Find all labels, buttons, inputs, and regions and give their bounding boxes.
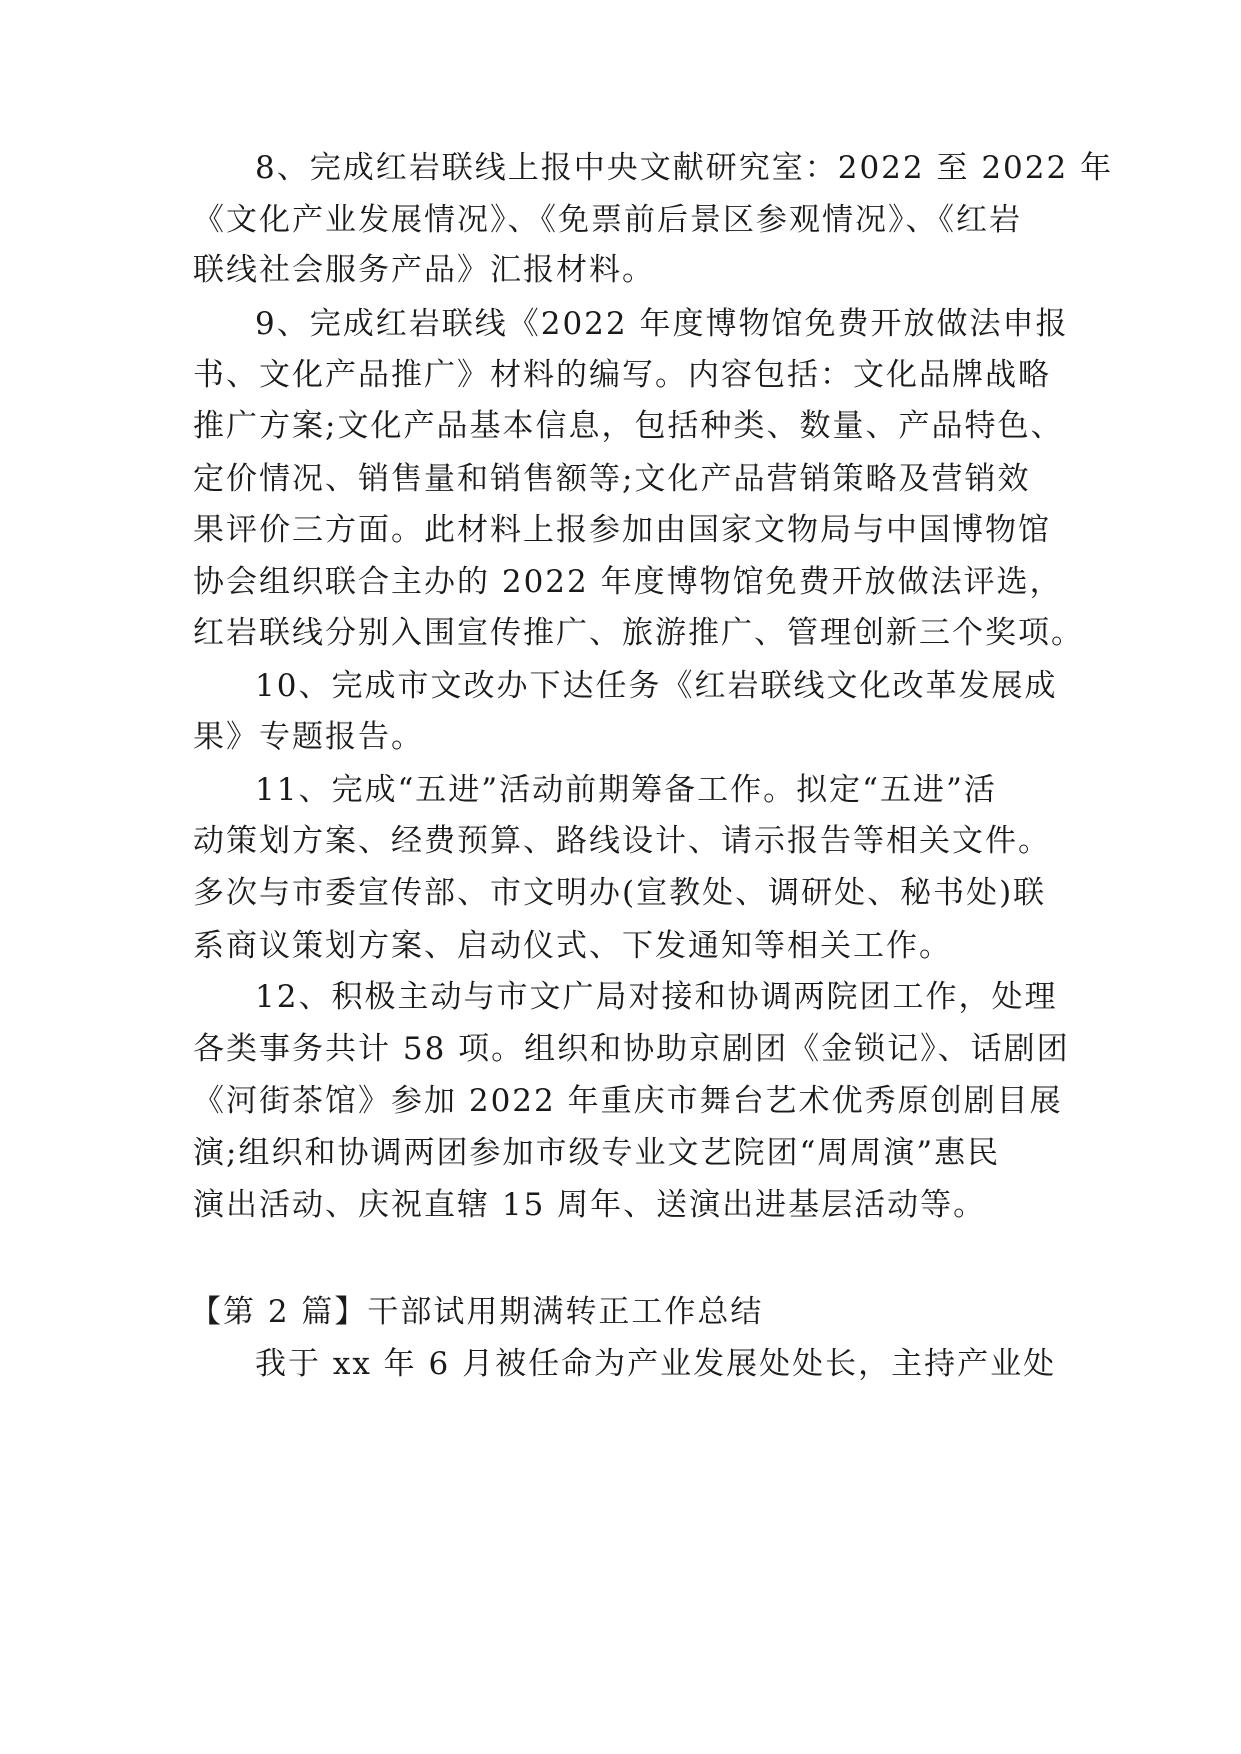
text-line: 多次与市委宣传部、市文明办(宣教处、调研处、秘书处)联 (193, 875, 1047, 911)
text-line: 协会组织联合主办的 2022 年度博物馆免费开放做法评选， (193, 564, 1063, 600)
text-line: 联线社会服务产品》汇报材料。 (193, 252, 655, 288)
text-line: 果评价三方面。此材料上报参加由国家文物局与中国博物馆 (193, 512, 1051, 548)
text-line: 书、文化产品推广》材料的编写。内容包括：文化品牌战略 (193, 357, 1051, 393)
text-line: 9、完成红岩联线《2022 年度博物馆免费开放做法申报 (255, 306, 1069, 342)
text-line: 8、完成红岩联线上报中央文献研究室：2022 至 2022 年 (255, 150, 1114, 186)
text-line: 定价情况、销售量和销售额等;文化产品营销策略及营销效 (193, 461, 1031, 497)
text-line: 《文化产业发展情况》、《免票前后景区参观情况》、《红岩 (193, 202, 1022, 238)
text-line: 《河街茶馆》参加 2022 年重庆市舞台艺术优秀原创剧目展 (193, 1083, 1063, 1119)
text-line: 各类事务共计 58 项。组织和协助京剧团《金锁记》、话剧团 (193, 1031, 1070, 1067)
section-heading: 【第 2 篇】干部试用期满转正工作总结 (190, 1294, 764, 1330)
text-line: 我于 xx 年 6 月被任命为产业发展处处长，主持产业处 (255, 1346, 1057, 1382)
text-line: 果》专题报告。 (193, 719, 424, 755)
text-line: 动策划方案、经费预算、路线设计、请示报告等相关文件。 (193, 823, 1051, 859)
text-line: 10、完成市文改办下达任务《红岩联线文化改革发展成 (255, 668, 1058, 704)
text-line: 演出活动、庆祝直辖 15 周年、送演出进基层活动等。 (193, 1187, 987, 1223)
text-line: 红岩联线分别入围宣传推广、旅游推广、管理创新三个奖项。 (193, 615, 1084, 651)
text-line: 12、积极主动与市文广局对接和协调两院团工作，处理 (255, 979, 1058, 1015)
text-line: 系商议策划方案、启动仪式、下发通知等相关工作。 (193, 928, 952, 964)
text-line: 演;组织和协调两团参加市级专业文艺院团“周周演”惠民 (193, 1135, 1001, 1171)
text-line: 推广方案;文化产品基本信息，包括种类、数量、产品特色、 (193, 408, 1064, 444)
text-line: 11、完成“五进”活动前期筹备工作。拟定“五进”活 (255, 772, 997, 808)
